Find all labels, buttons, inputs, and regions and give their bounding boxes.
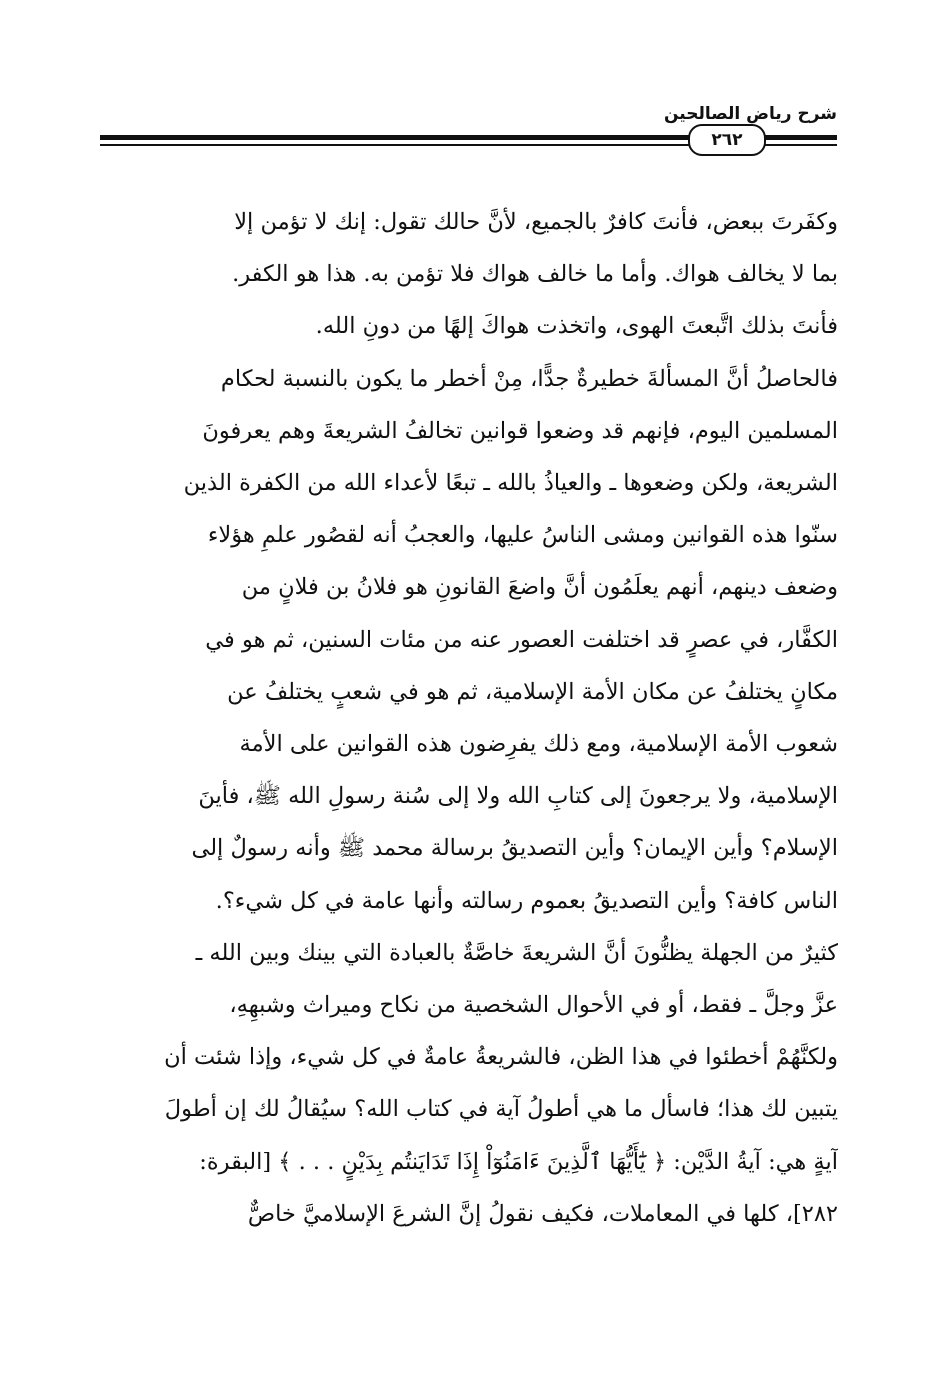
text-line: الكفَّار، في عصرٍ قد اختلفت العصور عنه من مئات السنين، ثم هو في xyxy=(205,626,838,653)
header-rule-thin-left xyxy=(100,144,690,146)
text-line: المسلمين اليوم، فإنهم قد وضعوا قوانين تخالفُ الشريعةَ وهم يعرفونَ xyxy=(202,417,838,444)
text-line: بما لا يخالف هواك. وأما ما خالف هواك فلا تؤمن به. هذا هو الكفر. xyxy=(232,261,838,288)
text-line: وكفَرتَ ببعض، فأنتَ كافرٌ بالجميع، لأنَّ حالك تقول: إنك لا تؤمن إلا xyxy=(234,209,838,235)
text-line: ٢٨٢]، كلها في المعاملات، فكيف نقولُ إنَّ الشرعَ الإسلاميَّ خاصٌّ xyxy=(247,1200,838,1227)
text-line: وضعف دينهم، أنهم يعلَمُون أنَّ واضعَ القانونِ هو فلانُ بن فلانٍ من xyxy=(241,574,838,601)
text-line: عزَّ وجلَّ ـ فقط، أو في الأحوال الشخصية من نكاح وميراث وشبهِهِ، xyxy=(229,992,838,1019)
text-line: فالحاصلُ أنَّ المسألةَ خطيرةٌ جدًّا، مِنْ أخطر ما يكون بالنسبة لحكام xyxy=(220,365,838,392)
page-header xyxy=(100,100,837,160)
text-line: فأنتَ بذلك اتَّبعتَ الهوى، واتخذت هواكَ إلهًا من دونِ الله. xyxy=(315,313,838,340)
text-line: الناس كافة؟ وأين التصديقُ بعموم رسالته وأنها عامة في كل شيء؟. xyxy=(215,887,838,914)
text-line: الإسلام؟ وأين الإيمان؟ وأين التصديقُ برسالة محمد ﷺ وأنه رسولٌ إلى xyxy=(191,835,838,862)
page-number: ٢٦٢ xyxy=(688,124,766,156)
text-line: شعوب الأمة الإسلامية، ومع ذلك يفرِضون هذه القوانين على الأمة xyxy=(239,731,838,758)
header-rule-thin-right xyxy=(760,144,837,146)
text-line: كثيرٌ من الجهلة يظنُّونَ أنَّ الشريعةَ خاصَّةٌ بالعبادة التي بينك وبين الله ـ xyxy=(195,939,838,966)
main-text xyxy=(105,196,838,1240)
header-rule-thick-left xyxy=(100,135,690,140)
text-line: الشريعة، ولكن وضعوها ـ والعياذُ بالله ـ تبعًا لأعداء الله من الكفرة الذين xyxy=(183,470,838,497)
text-line: آيةٍ هي: آيةُ الدَّيْن: ﴿ يَٰٓأَيُّهَا ٱلَّذِينَ ءَامَنُوٓاْ إِذَا تَدَايَنتُم بِدَيْنٍ . . . ﴾ [البقرة: xyxy=(199,1148,838,1175)
text-line: الإسلامية، ولا يرجعونَ إلى كتابِ الله ولا إلى سُنة رسولِ الله ﷺ، فأينَ xyxy=(198,783,838,810)
text-line: سنّوا هذه القوانين ومشى الناسُ عليها، والعجبُ أنه لقصُور علمِ هؤلاء xyxy=(207,522,838,549)
header-rule-thick-right xyxy=(760,135,837,140)
text-line: يتبين لك هذا؛ فاسأل ما هي أطولُ آية في كتاب الله؟ سيُقالُ لك إن أطولَ xyxy=(164,1096,838,1123)
text-line: ولكنَّهُمْ أخطئوا في هذا الظن، فالشريعةُ عامةٌ في كل شيء، وإذا شئت أن xyxy=(164,1044,838,1071)
running-title: شرح رياض الصالحين xyxy=(663,104,837,124)
text-line: مكانٍ يختلفُ عن مكان الأمة الإسلامية، ثم هو في شعبٍ يختلفُ عن xyxy=(227,678,838,705)
